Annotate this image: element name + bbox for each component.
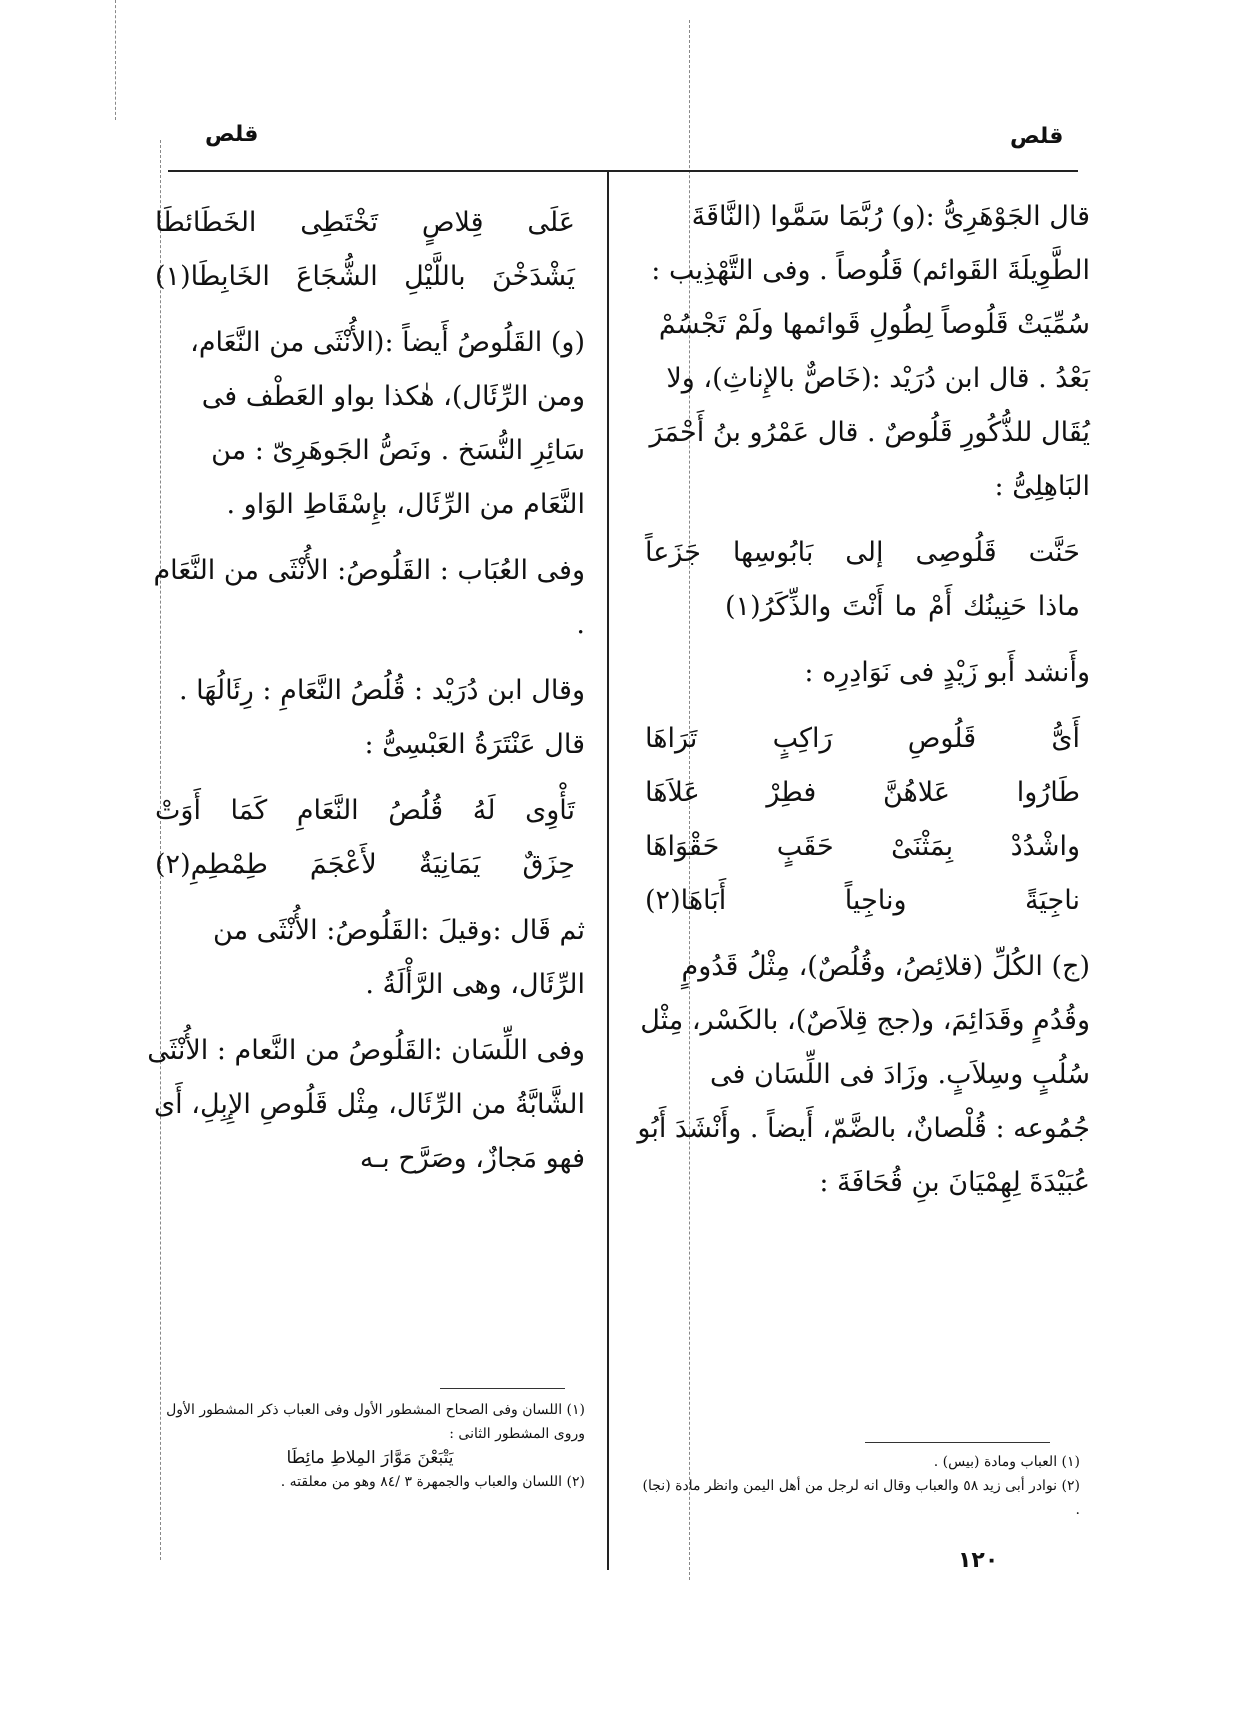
verse-line: يَشْدَخْنَ باللَّيْلِ الشُّجَاعَ الخَابِطَا(١) (155, 261, 575, 292)
footnotes-right (640, 1450, 1080, 1522)
footnote-2: (٢) اللسان والعباب والجمهرة ٣ /٨٤ وهو من معلقته . (280, 1474, 585, 1490)
paragraph-ibn-durayd: وقال ابن دُرَيْد : قُلُصُ النَّعَامِ : رِئَالُهَا . قال عَنْتَرَةُ العَبْسِىُّ : (179, 675, 585, 760)
running-header-left: قلص (205, 122, 259, 147)
verse-hamyan (145, 196, 585, 304)
paragraph-abu-zayd: وأَنشد أَبو زَيْدٍ فى نَوَادِرِه : (804, 657, 1090, 688)
paragraph-lisan: وفى اللِّسَان :القَلُوصُ من النَّعام : الأُنْثَى الشَّابَّةُ من الرِّئَال، مِثْل قَلُوصِ الإِبِلِ، أَى فهو مَجازٌ، وصَرَّح بـه (147, 1035, 585, 1174)
verse-line: تَأْوِى لَهُ قُلُصُ النَّعَامِ كَمَا أَوَتْ (155, 795, 575, 826)
verse-antara (145, 784, 585, 892)
footnote-2: (٢) نوادر أبى زيد ٥٨ والعباب وقال انه لرجل من أهل اليمن وانظر مادة (نجا) . (642, 1478, 1080, 1518)
paragraph-ostrich: (و) القَلُوصُ أَيضاً :(الأُنْثَى من النَّعَام، ومن الرِّئَال)، هٰكذا بواو العَطْف فى سَائِرِ النُّسَخ . ونَصُّ الجَوهَرِىّ : من النَّعَام من الرِّئَال، بإِسْقَاطِ الوَاو . (190, 327, 585, 520)
verse-rajaz (635, 712, 1090, 928)
paragraph-jawhari: قال الجَوْهَرِىُّ :(و) رُبَّمَا سَمَّوا (النَّاقَةَ الطَّوِيلَةَ القَوائم) قَلُوصاً . وفى التَّهْذِيب : سُمِّيَتْ قَلُوصاً لِطُولِ قَوائمها ولَمْ تَجْسُمْ بَعْدُ . قال ابن دُرَيْد :(خَاصٌّ بالإِناثِ)، ولا يُقَال للذُّكُورِ قَلُوصٌ . قال عَمْرُو بنُ أَحْمَرَ البَاهِلِىُّ : (649, 201, 1090, 502)
verse-line: طَارُوا عَلاهُنَّ فطِرْ عَلاَهَا (645, 777, 1080, 808)
verse-line: ماذا حَنِينُك أَمْ ما أَنْتَ والذِّكَرُ(١) (725, 591, 1080, 622)
verse-ibn-ahmar (635, 526, 1090, 634)
header-rule (168, 170, 1078, 172)
verse-line: ناجِيَةً وناجِياً أَبَاهَا(٢) (645, 885, 1080, 916)
verse-line: حِزَقٌ يَمَانِيَةٌ لأَعْجَمَ طِمْطِمِ(٢) (155, 849, 575, 880)
footnote-1: (١) اللسان وفى الصحاح المشطور الأول وفى العباب ذكر المشطور الأول وروى المشطور الثانى : (166, 1402, 585, 1442)
verse-line: عَلَى قِلاصٍ تَخْتَطِى الخَطَائطَا (155, 207, 575, 238)
verse-line: حَنَّت قَلُوصِى إلى بَابُوسِها جَزَعاً (645, 537, 1080, 568)
footnote-1-verse: يَتْبَعْنَ مَوَّارَ المِلاطِ مائِطَا (286, 1448, 454, 1468)
footnote-rule-right (865, 1442, 1050, 1443)
running-header-right: قلص (1010, 124, 1064, 149)
footnotes-left (155, 1398, 585, 1494)
paragraph-raala: ثم قَال :وقيلَ :القَلُوصُ: الأُنْثَى من الرِّئَال، وهى الرَّأْلَةُ . (213, 915, 585, 1000)
verse-line: أَىُّ قَلُوصِ رَاكِبٍ تَرَاهَا (645, 723, 1080, 754)
paragraph-ubab: وفى العُبَاب : القَلُوصُ: الأُنْثَى من النَّعَام . (153, 555, 585, 640)
right-column (635, 190, 1090, 1222)
footnote-rule-left (440, 1388, 565, 1389)
column-divider (607, 170, 609, 1570)
footnote-1: (١) العباب ومادة (بيس) . (933, 1454, 1080, 1470)
paragraph-plurals: (ج) الكُلِّ (قلائِصُ، وقُلُصٌ)، مِثْلُ قَدُومٍ وقُدُمٍ وقَدَائِمَ، و(جج قِلاَصٌ)، بالكَسْر، مِثْل سُلُبٍ وسِلاَبٍ. وزَادَ فى اللِّسَان فى جُمُوعه : قُلْصانٌ، بالضَّمّ، أَيضاً . وأَنْشَدَ أَبُو عُبَيْدَةَ لِهِمْيَانَ بنِ قُحَافَةَ : (637, 951, 1090, 1198)
left-column (145, 190, 585, 1198)
page-number: ١٢٠ (958, 1548, 999, 1573)
verse-line: واشْدُدْ بِمَثْنَىْ حَقَبٍ حَقْوَاهَا (645, 831, 1080, 862)
dotted-guide-far-left (115, 0, 116, 120)
